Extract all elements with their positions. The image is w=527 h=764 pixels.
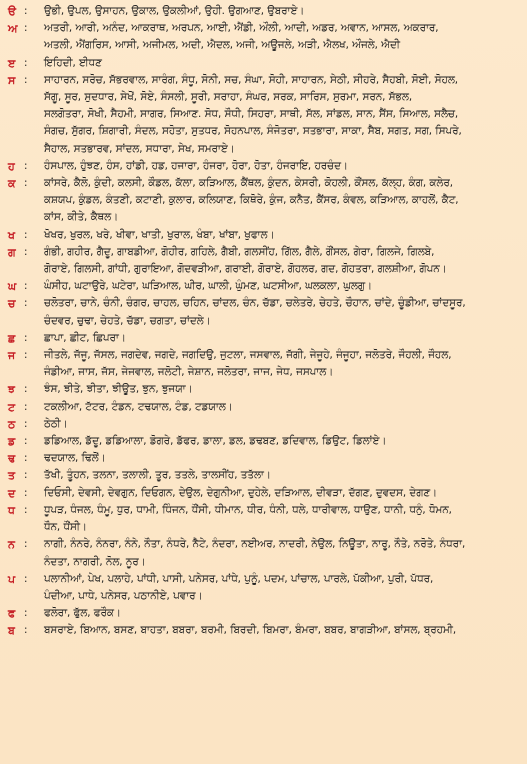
index-letter: ਟ [8, 400, 16, 414]
surname-row [8, 3, 519, 20]
surname-row [8, 433, 519, 450]
surname-list: ਧੂਪੜ, ਧੰਜਲ, ਧੰਮੂ, ਧੁਰ, ਧਾਮੀ, ਧਿੰਜਨ, ਧੌਂਸੀ, ਧੀਮਾਨ, ਧੀਰ, ਧੰਨੀ, ਧਲੇ, ਧਾਰੀਵਾਲ, ਧਾਉਣ, ਧਾਨੀ, ਧਨੁੰ, ਧੋਮਨ, ਧੌਨ, ਧੌਂਸੀ। [44, 503, 452, 534]
index-letter: ਪ [8, 572, 16, 586]
surname-list: ਪਲਾਨੀਆਂ, ਪੇਖ, ਪਲਾਹੇ, ਪਾਂਧੀ, ਪਾਸੀ, ਪਨੇਸਰ, ਪਾਂਧੇ, ਪੁਨੂੰ, ਪਦਮ, ਪਾਂਚਾਲ, ਪਾਰਲੇ, ਪੱਕੀਆ, ਪੁਰੀ, ਪੱਧਰ, ਪੰਦੀਆ, ਪਾਧੇ, ਪਨੇਸਰ, ਪਠਾਨੀਏ, ਪਵਾਰ। [44, 572, 434, 602]
index-letter: ਹ [8, 159, 15, 173]
surname-list: ਜੀਤਲੇ, ਜੱਜੂ, ਜੱਸਲ, ਜਗਦੇਵ, ਜਗਦੇ, ਜਗਦਿਉ, ਜੁਟਲਾ, ਜਸਵਾਲ, ਜੱਗੀ, ਜੇਜੂਹੇ, ਜੰਜੂਹਾ, ਜਲੋਤਰੇ, ਜੌਹਲੀ, ਜੌਹਲ, ਜੰਡੀਆ, ਜਾਸ, ਜੱਸ, ਜੇਜਵਾਲ, ਜਲੋਟੀ, ਜੇਸ਼ਾਨ, ਜਲੋਤਰਾ, ਜਾਜ, ਜੇਧ, ਜਸਪਾਲ। [44, 349, 452, 379]
index-letter: ਅ [8, 22, 18, 36]
colon-separator: : [24, 5, 28, 17]
index-letter: ਚ [8, 297, 16, 311]
index-letter: ਘ [8, 280, 17, 294]
colon-separator: : [24, 624, 28, 637]
surname-list: ਟਕਲੀਆ, ਟੱਟਰ, ਟੰਡਨ, ਟਢਯਾਲ, ਟੰਡ, ਟਡਯਾਲ। [44, 400, 233, 413]
surname-row [8, 278, 519, 295]
surname-list: ਬਸਰਾਏ, ਬਿਆਨ, ਬਸਣ, ਬਾਹਤਾ, ਬਬਰਾ, ਬਰਮੀ, ਬਿਰਦੀ, ਬਿਮਰਾ, ਬੰਮਰਾ, ਬਬਰ, ਬਾਗੜੀਆ, ਬਾਂਸਲ, ਬ੍ਰਹਮੀ, [44, 624, 457, 637]
surname-row [8, 55, 519, 72]
colon-separator: : [24, 452, 28, 465]
colon-separator: : [24, 245, 28, 258]
colon-separator: : [24, 486, 28, 499]
index-letter: ਬ [8, 624, 15, 638]
surname-row [8, 244, 519, 278]
index-letter: ਧ [8, 503, 15, 517]
surname-list: ਇਹਿਦੀ, ਈਧਣ [44, 56, 102, 69]
index-letter: ਡ [8, 435, 16, 449]
surname-row [8, 502, 519, 536]
surname-row [8, 330, 519, 347]
index-letter: ਝ [8, 383, 15, 397]
surname-list: ਦਿਓਸੀ, ਦੇਵਸੀ, ਦੇਵਗੁਨ, ਦਿਓਗਨ, ਦੇਉਲ, ਦੇਗੁਨੀਆ, ਦੁਹੇਲੇ, ਦੜਿਆਲ, ਦੀਵੜਾ, ਦੱਗਣ, ਦੁਵਦਸ, ਦੇਗਣ। [44, 486, 438, 499]
surname-list: ਅਤਰੀ, ਆਰੀ, ਅਨੰਦ, ਆਕਰਾਥ, ਅਰਪਨ, ਆਈ, ਐਂਡੀ, ਔਲੀ, ਆਦੀ, ਅਡਰ, ਅਵਾਨ, ਆਸਲ, ਅਕਰਾਰ, ਅਤਲੀ, ਐਂਗਰਿਸ, ਆਸੀ, ਅਜੀਮਲ, ਅਦੀ, ਐਦਲ, ਅਜੀ, ਅਊਜਲੇ, ਅੜੀ, ਐਲਖ, ਔਜਲੇ, ਐਦੀ [44, 22, 439, 52]
colon-separator: : [24, 177, 28, 190]
surname-row [8, 467, 519, 484]
colon-separator: : [24, 383, 28, 396]
colon-separator: : [24, 280, 28, 293]
index-letter: ਠ [8, 417, 16, 431]
surname-row [8, 605, 519, 622]
surname-row [8, 571, 519, 605]
surname-row [8, 20, 519, 54]
colon-separator: : [24, 572, 28, 585]
surname-list: ਛਾਪਾ, ਛੀਟ, ਛਿਪਰਾ। [44, 331, 126, 344]
colon-separator: : [24, 22, 28, 35]
surname-row [8, 622, 519, 639]
colon-separator: : [24, 435, 28, 448]
surname-row [8, 381, 519, 398]
surname-row [8, 450, 519, 467]
surname-row [8, 416, 519, 433]
surname-row [8, 536, 519, 570]
surname-row [8, 227, 519, 244]
colon-separator: : [24, 417, 28, 430]
surname-list: ਫਲੋਰਾ, ਫੁੱਲ, ਫਰੌਕ। [44, 607, 121, 620]
surname-list: ਕਾਂਸਰੇ, ਕੈਲੋ, ਕੁੰਦੀ, ਕਲਸੀ, ਕੌਡਲ, ਕੱਲਾ, ਕੜਿਆਲ, ਕੈਂਥਲ, ਕੁੰਦਨ, ਕੇਸਰੀ, ਕੋਹਲੀ, ਕੌਂਸਲ, ਕੱਲ੍ਹ, ਕੰਗ, ਕਲੇਰ, ਕਸ਼ਯਪ, ਕੁੰਡਲ, ਕੰਤਣੀ, ਕਟਾਣੀ, ਕੁਲਾਰ, ਕਲਿਯਾਣ, ਕਿਥੋਰੇ, ਕੁੰਜ, ਕਨੈਤ, ਕੈਂਸਰ, ਕੰਵਲ, ਕੜਿਆਲ, ਕਾਹਲੋਂ, ਕੈਟ, ਕਾਂਸ, ਕੀਤੇ, ਕੈਥਲ। [44, 177, 459, 224]
index-letter: ਫ [8, 607, 16, 621]
index-letter: ਨ [8, 538, 15, 552]
surname-list: ਤੱਖੀ, ਤੂੰਹਨ, ਤਲਨਾ, ਤਲਾਲੀ, ਤੂਰ, ਤਤਲੇ, ਤਾਲਸੀਂਹ, ਤਤੱਲਾ। [44, 469, 271, 482]
surname-list: ਖੋਖਰ, ਖੁਰਲ, ਖਰੇ, ਖੀਵਾ, ਖਾਤੀ, ਖੁਰਾਲ, ਖੰਬਾ, ਖਾਂਬਾ, ਖੁਫਾਲ। [44, 228, 275, 241]
colon-separator: : [24, 297, 28, 310]
surname-list: ਘੰਸੀਹ, ਘਟਾਉਰੇ, ਘਟੇਰਾ, ਘੜਿਆਲ, ਘੀਰ, ਘਾਲੀ, ਘੁੰਮਣ, ਘਟਸੀਆ, ਘਲਕਲਾ, ਘੁਲਗੁ। [44, 280, 372, 293]
index-letter: ਗ [8, 245, 16, 259]
surname-list: ਸਾਹਾਰਨ, ਸਰੋਚ, ਸੱਭਰਵਾਲ, ਸਾਰੰਗ, ਸੰਧੂ, ਸੋਨੀ, ਸਚ, ਸੰਘਾ, ਸੋਹੀ, ਸਾਹਾਰਨ, ਸੇਠੀ, ਸੀਹਰੇ, ਸੈਹਬੀ, ਸੋਈ, ਸੋਹਲ, ਸੱਗੂ, ਸੂਰ, ਸੁਦਧਾਰ, ਸੇਖੋਂ, ਸੋਏ, ਸੰਸਲੀ, ਸੂਰੀ, ਸਰਾਹਾ, ਸੰਘਰ, ਸਰਕ, ਸਾਰਿਸ, ਸੁਰਮਾ, ਸਰਨ, ਸੱਭਲ, ਸਲਗੋਤਰਾ, ਸੋਖੀ, ਸੈਹਮੀ, ਸਾਗਰ, ਸਿਆਣ. ਸੋਧ, ਸੌਧੀ, ਸਿਹਰਾ, ਸਾਥੀ, ਸੱਲ, ਸਾਂਡਲ, ਸਾਨ, ਸੈਂਸ, ਸਿਆਲ, ਸਲੈਚ, ਸੰਗਚ, ਸੁੱਗਰ, ਸ਼ਿਗਾਰੀ, ਸੰਦਲ, ਸਹੋਤਾ, ਸੁਤਧਰ, ਸੋਹਨਪਾਲ, ਸੰਜੋਤਰਾ, ਸਤਭਾਰਾ, ਸਾਕਾ, ਸੈਬ, ਸਗਤ, ਸਗ, ਸਿਪਰੇ, ਸੈਹਾਲ, ਸਤਭਾਰਵ, ਸਾਂਦਲ, ਸਧਾਰਾ, ਸੇਖ, ਸਮਰਾਏ। [44, 73, 462, 155]
colon-separator: : [24, 56, 28, 69]
index-letter: ੲ [8, 56, 16, 70]
index-letter: ਜ [8, 349, 16, 363]
surname-row [8, 175, 519, 227]
surname-row [8, 295, 519, 329]
colon-separator: : [24, 349, 28, 362]
index-letter: ੳ [8, 5, 16, 18]
surname-list: ਡਡਿਆਲ, ਡੱਦੂ, ਡਡਿਆਲਾ, ਡੋਗਰੇ, ਡੱਫਰ, ਡਾਲਾ, ਡਲ, ਡਢਬਣ, ਡਦਿਵਾਲ, ਡਿਉਟ, ਡਿਲਾਂਏ। [44, 435, 387, 448]
surname-list: ਝੰਸ, ਝੀਤੇ, ਝੀਤਾ, ਝੀਊਤ, ਝੁਨ, ਝੁਜਯਾ। [44, 383, 193, 396]
colon-separator: : [24, 503, 28, 516]
surname-list: ਨਾਗੀ, ਨੰਨਰੇ, ਨੰਨਰਾ, ਨੰਨੇ, ਨੌਤਾ, ਨੰਧਰੇ, ਨੈਟੇ, ਨੰਦਰਾ, ਨਈਅਰ, ਨਾਦਰੀ, ਨੇਉਲ, ਨਿਊਤਾ, ਨਾਰੂ, ਨੌਤੇ, ਨਰੋਤੇ, ਨੰਧਰਾ, ਨੰਦਤਾ, ਨਾਗਰੀ, ਨੋਲ, ਨੂਰ। [44, 538, 466, 568]
surname-row [8, 399, 519, 416]
colon-separator: : [24, 331, 28, 344]
colon-separator: : [24, 538, 28, 551]
index-letter: ਤ [8, 469, 16, 483]
index-letter: ਖ [8, 228, 15, 242]
surname-row [8, 158, 519, 175]
surname-list: ਉਭੀ, ਉਪਲ, ਉਸਾਹਨ, ਉਕਾਲ, ਉਕਲੀਆਂ, ਉਹੀ. ਉਗਆਣ, ਉਬਰਾਏ। [44, 5, 305, 17]
surname-row [8, 347, 519, 381]
surname-list: ਠੇਠੀ। [44, 417, 68, 430]
index-letter: ਦ [8, 486, 16, 500]
colon-separator: : [24, 228, 28, 241]
index-letter: ਢ [8, 452, 16, 466]
surname-list: ਚਲੋਤਰਾ, ਚਾਨੇ, ਚੰਨੀ, ਚੰਗਰ, ਚਾਹਲ, ਚਹਿਨ, ਚਾਂਦਲ, ਚੰਨ, ਚੱਡਾ, ਚਲੇਤਰੇ, ਚੇਹਤੇ, ਚੌਹਾਨ, ਚਾਂਦੇ, ਚੂੰਡੀਆ, ਚਾਂਦਸੂਰ, ਚੰਦਵਰ, ਚੁਢਾ, ਚੇਹਤੇ, ਚੱਡਾ, ਚਗਤਾ, ਚਾਂਦਲੇ। [44, 297, 466, 327]
colon-separator: : [24, 159, 28, 172]
colon-separator: : [24, 400, 28, 413]
index-letter: ਸ [8, 73, 16, 87]
surname-row [8, 72, 519, 158]
colon-separator: : [24, 73, 28, 86]
colon-separator: : [24, 607, 28, 620]
surname-list: ਗੰਭੀ, ਗਹੀਰ, ਗੈਦੂ, ਗਾਬਡੀਆ, ਗੋਹੀਰ, ਗਹਿਲੇ, ਗੈਬੀ, ਗਲਸੀਂਹ, ਗਿੱਲ, ਗੈਲੇ, ਗੌਂਸਲ, ਗੇਰਾ, ਗਿਲਜੇ, ਗਿਲਬੇ, ਗੋਰਾਏ, ਗਿਲਸੀ, ਗਾਂਧੀ, ਗੁਰਾਇਆ, ਗੋਦਵੜੀਆ, ਗਰਾਈ, ਗੋਰਾਏ, ਗੋਹਲਰ, ਗਦ, ਗੋਹਤਰਾ, ਗਲਸ਼ੀਆ, ਗੋਪਨ। [44, 245, 447, 276]
surname-row [8, 485, 519, 502]
index-letter: ਕ [8, 177, 16, 191]
surname-list: ਹੰਸਪਾਲ, ਹੁੰਝਣ, ਹੰਸ, ਹਾਂਡੀ, ਹਡ, ਹਜਾਰਾ, ਹੰਜਰਾ, ਹੋਰਾ, ਹੋਤਾ, ਹੰਜਰਾਇ, ਹਰਚੰਦ। [44, 159, 348, 172]
colon-separator: : [24, 469, 28, 482]
surname-list: ਢਦਯਾਲ, ਢਿਲੋਂ। [44, 452, 106, 465]
index-letter: ਛ [8, 331, 16, 345]
